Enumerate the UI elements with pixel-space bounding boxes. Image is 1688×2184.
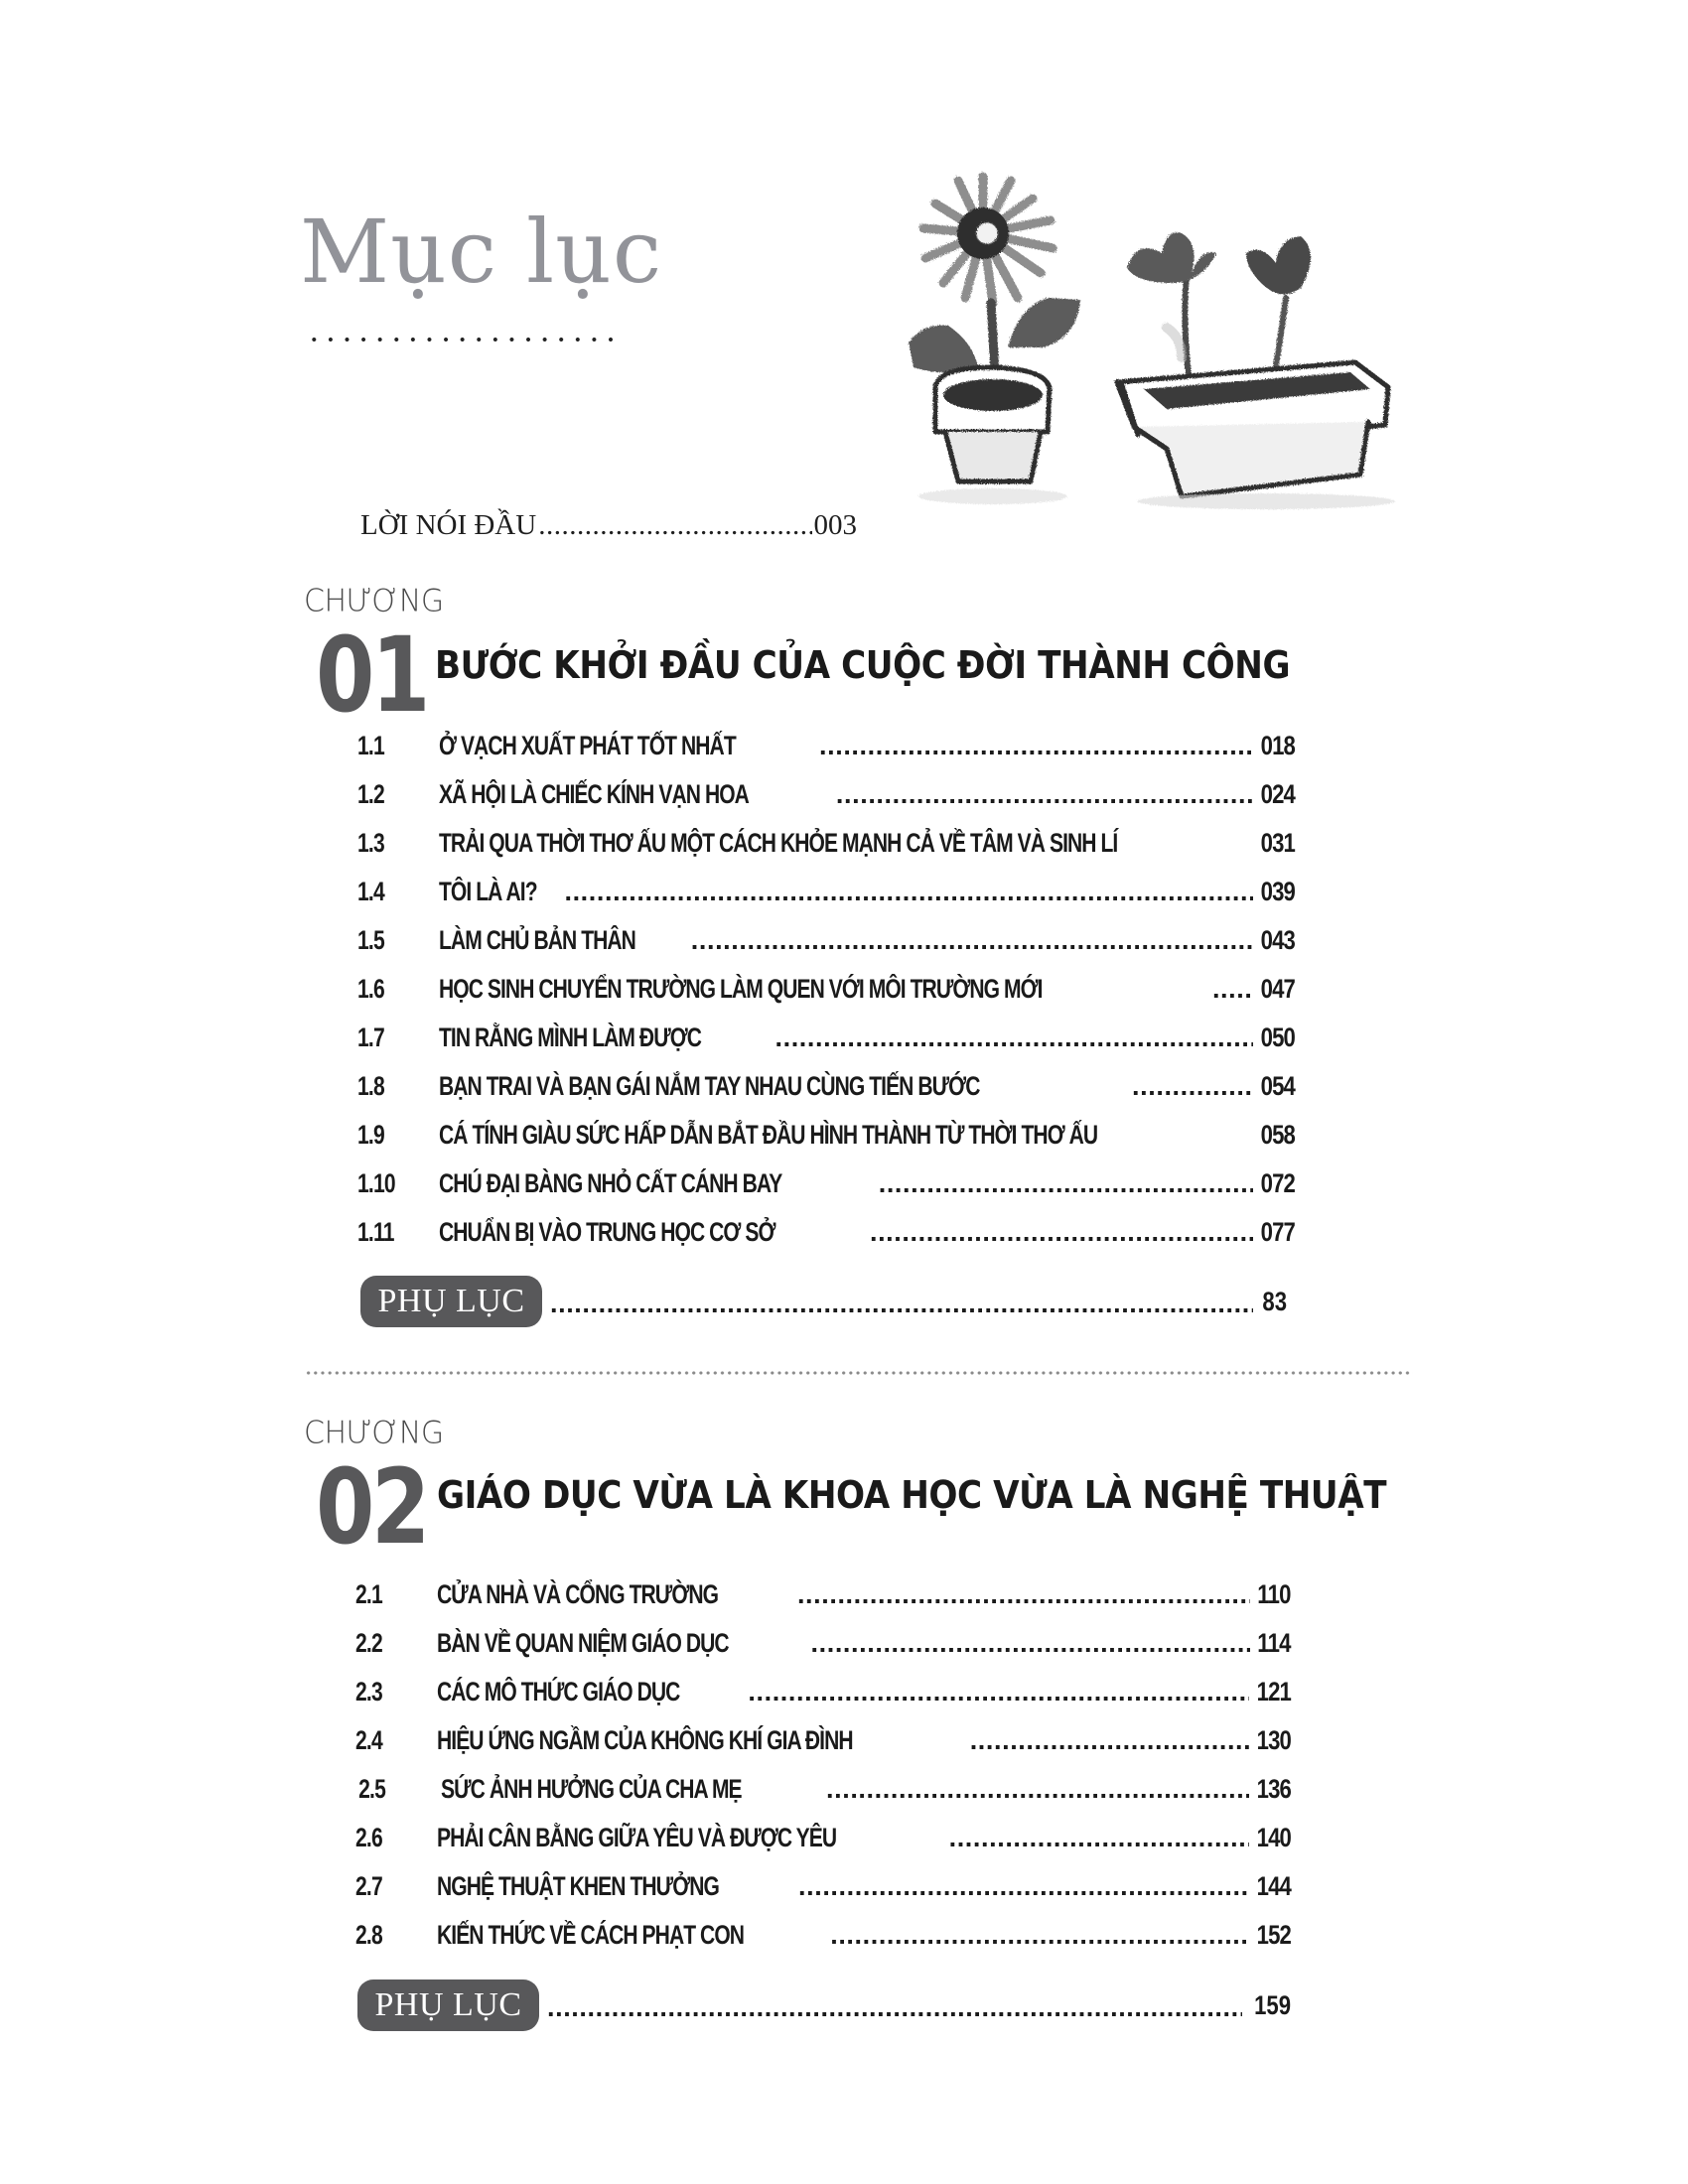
section-page: 054 (1260, 1071, 1295, 1101)
section-page: 121 (1256, 1677, 1291, 1706)
section-title: HỌC SINH CHUYỂN TRƯỜNG LÀM QUEN VỚI MÔI TRƯỜNG MỚI (439, 974, 1043, 1004)
section-page: 130 (1256, 1725, 1291, 1755)
section-page: 018 (1260, 731, 1295, 760)
flower-pots-icon (884, 159, 1420, 516)
section-page: 136 (1256, 1774, 1291, 1804)
section-title: CHUẨN BỊ VÀO TRUNG HỌC CƠ SỞ (439, 1217, 775, 1247)
section-number: 2.7 (355, 1871, 382, 1901)
section-number: 1.7 (357, 1023, 384, 1052)
dot-leader (538, 509, 811, 542)
section-title: CỬA NHÀ VÀ CỔNG TRƯỜNG (437, 1579, 719, 1609)
dot-leader (775, 1023, 1253, 1053)
dot-leader (550, 1289, 1253, 1327)
dot-leader (870, 1217, 1253, 1248)
section-page: 047 (1260, 974, 1295, 1004)
section-title: NGHỆ THUẬT KHEN THƯỞNG (437, 1871, 719, 1901)
dot-leader (797, 1579, 1251, 1610)
chapter-label: CHƯƠNG (304, 583, 444, 619)
section-title: SỨC ẢNH HƯỞNG CỦA CHA MẸ (441, 1774, 742, 1804)
toc-entry[interactable] (355, 1765, 1291, 1814)
section-title: BÀN VỀ QUAN NIỆM GIÁO DỤC (437, 1628, 729, 1658)
toc-entry[interactable] (355, 1668, 1291, 1716)
section-number: 2.6 (355, 1823, 382, 1852)
preface-label: LỜI NÓI ĐẦU (360, 509, 537, 541)
section-page: 144 (1256, 1871, 1291, 1901)
section-number: 1.9 (357, 1120, 384, 1150)
section-page: 140 (1256, 1823, 1291, 1852)
section-title: CÁC MÔ THỨC GIÁO DỤC (437, 1677, 680, 1706)
chapter-2-section-list (355, 1570, 1291, 1960)
chapter-number: 01 (316, 614, 428, 736)
section-number: 1.5 (357, 925, 384, 955)
page-title: Mục lục (300, 201, 663, 303)
toc-entry[interactable] (355, 1716, 1291, 1765)
title-dotted-underline (306, 336, 620, 343)
dot-leader (564, 877, 1252, 907)
section-page: 152 (1256, 1920, 1291, 1950)
toc-entry[interactable] (357, 916, 1295, 965)
toc-entry[interactable] (355, 1814, 1291, 1862)
dot-leader (798, 1871, 1249, 1902)
appendix-row[interactable] (357, 1979, 1291, 2031)
section-number: 1.10 (357, 1168, 395, 1198)
section-page: 043 (1260, 925, 1295, 955)
section-number: 1.6 (357, 974, 384, 1004)
chapter-number: 02 (316, 1446, 428, 1568)
dot-leader (949, 1823, 1249, 1853)
section-title: CHÚ ĐẠI BÀNG NHỎ CẤT CÁNH BAY (439, 1168, 782, 1198)
section-page: 072 (1260, 1168, 1295, 1198)
section-page: 077 (1260, 1217, 1295, 1247)
dot-leader (970, 1725, 1249, 1756)
section-title: TRẢI QUA THỜI THƠ ẤU MỘT CÁCH KHỎE MẠNH CẢ VỀ TÂM VÀ SINH LÍ (439, 828, 1118, 858)
section-number: 1.4 (357, 877, 384, 906)
toc-entry[interactable] (357, 1160, 1295, 1208)
section-number: 2.1 (355, 1579, 382, 1609)
preface-page: 003 (813, 509, 857, 541)
section-title: Ở VẠCH XUẤT PHÁT TỐT NHẤT (439, 731, 736, 760)
toc-entry[interactable] (357, 965, 1295, 1014)
appendix-row[interactable] (360, 1276, 1287, 1327)
flower-pots-illustration (884, 159, 1420, 516)
section-page: 110 (1257, 1579, 1291, 1609)
dot-leader (547, 1992, 1242, 2031)
chapter-title[interactable]: BƯỚC KHỞI ĐẦU CỦA CUỘC ĐỜI THÀNH CÔNG (435, 643, 1291, 687)
section-page: 058 (1260, 1120, 1295, 1150)
dot-leader (819, 731, 1253, 761)
chapter-label: CHƯƠNG (304, 1415, 444, 1451)
section-number: 1.2 (357, 779, 384, 809)
section-title: HIỆU ỨNG NGẦM CỦA KHÔNG KHÍ GIA ĐÌNH (437, 1725, 853, 1755)
section-title: CÁ TÍNH GIÀU SỨC HẤP DẪN BẮT ĐẦU HÌNH THÀNH TỪ THỜI THƠ ẤU (439, 1120, 1098, 1150)
section-page: 050 (1260, 1023, 1295, 1052)
section-page: 114 (1257, 1628, 1291, 1658)
section-title: TÔI LÀ AI? (439, 877, 537, 906)
dot-leader (826, 1774, 1249, 1805)
section-title: PHẢI CÂN BẰNG GIỮA YÊU VÀ ĐƯỢC YÊU (437, 1823, 837, 1852)
toc-entry[interactable] (357, 1014, 1295, 1062)
section-number: 1.1 (357, 731, 384, 760)
chapter-separator (305, 1370, 1413, 1376)
appendix-page: 159 (1254, 1989, 1291, 2020)
section-number: 2.5 (358, 1774, 386, 1804)
appendix-badge: PHỤ LỤC (360, 1276, 542, 1327)
appendix-badge: PHỤ LỤC (357, 1979, 539, 2031)
section-title: XÃ HỘI LÀ CHIẾC KÍNH VẠN HOA (439, 779, 749, 809)
chapter-title[interactable]: GIÁO DỤC VỪA LÀ KHOA HỌC VỪA LÀ NGHỆ THUẬT (437, 1473, 1387, 1517)
dot-leader (879, 1168, 1253, 1199)
toc-entry[interactable] (355, 1570, 1291, 1619)
appendix-page: 83 (1262, 1286, 1287, 1316)
section-title: BẠN TRAI VÀ BẠN GÁI NẮM TAY NHAU CÙNG TIẾN BƯỚC (439, 1071, 980, 1101)
section-page: 031 (1260, 828, 1295, 858)
section-page: 039 (1260, 877, 1295, 906)
section-title: TIN RẰNG MÌNH LÀM ĐƯỢC (439, 1023, 702, 1052)
section-number: 1.11 (357, 1217, 394, 1247)
dot-leader (1132, 1071, 1253, 1102)
toc-entry[interactable] (357, 1208, 1295, 1257)
toc-entry[interactable] (357, 770, 1295, 819)
toc-entry[interactable] (357, 722, 1295, 770)
toc-entry[interactable] (357, 1111, 1295, 1160)
dot-leader (811, 1628, 1251, 1659)
toc-entry[interactable] (357, 868, 1295, 916)
toc-entry[interactable] (355, 1862, 1291, 1911)
section-page: 024 (1260, 779, 1295, 809)
toc-entry[interactable] (357, 1062, 1295, 1111)
dot-leader (836, 779, 1253, 810)
section-title: LÀM CHỦ BẢN THÂN (439, 925, 635, 955)
dot-leader (1212, 974, 1253, 1005)
section-number: 2.4 (355, 1725, 382, 1755)
section-number: 1.3 (357, 828, 384, 858)
section-title: KIẾN THỨC VỀ CÁCH PHẠT CON (437, 1920, 745, 1950)
toc-preface-row[interactable] (360, 509, 857, 543)
dot-leader (691, 925, 1253, 956)
chapter-1-section-list (357, 722, 1295, 1257)
toc-entry[interactable] (357, 819, 1295, 868)
toc-entry[interactable] (355, 1619, 1291, 1668)
dot-leader (748, 1677, 1249, 1707)
section-number: 2.2 (355, 1628, 382, 1658)
section-number: 2.8 (355, 1920, 382, 1950)
toc-entry[interactable] (355, 1911, 1291, 1960)
dot-leader (830, 1920, 1249, 1951)
section-number: 1.8 (357, 1071, 384, 1101)
section-number: 2.3 (355, 1677, 382, 1706)
